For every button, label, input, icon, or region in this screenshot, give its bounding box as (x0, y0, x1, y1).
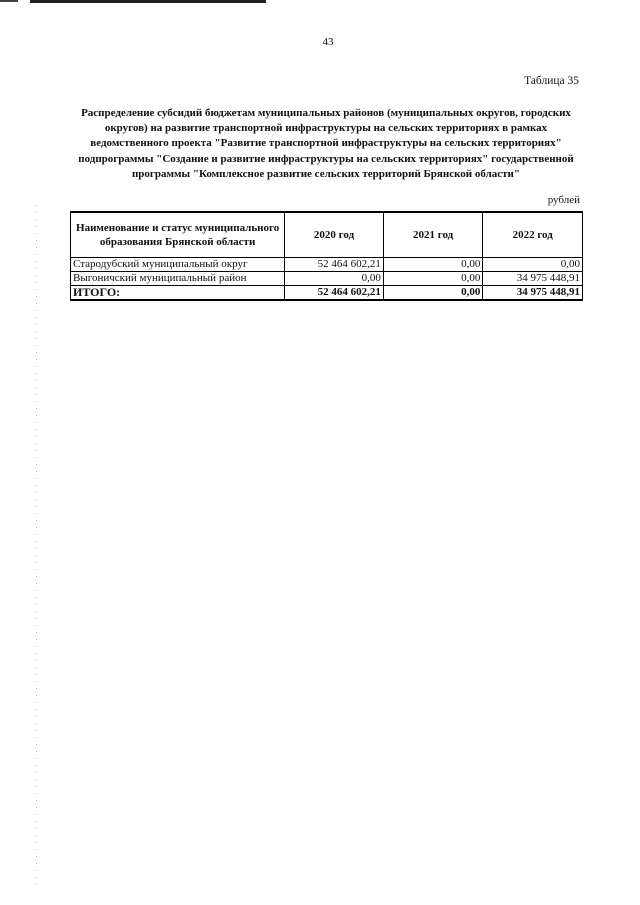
document-title (70, 106, 582, 182)
table-label: Таблица 35 (524, 75, 579, 87)
row-value-2022: 0,00 (483, 258, 583, 272)
row-value-2022: 34 975 448,91 (483, 272, 583, 286)
row-value-2020: 52 464 602,21 (285, 258, 384, 272)
table-row (71, 272, 583, 286)
total-2020: 52 464 602,21 (285, 286, 384, 301)
row-name: Стародубский муниципальный округ (71, 258, 285, 272)
row-value-2021: 0,00 (383, 258, 483, 272)
scan-margin-dots (36, 205, 37, 885)
header-name: Наименование и статус муниципального образования Брянской области (71, 212, 285, 258)
header-2020: 2020 год (285, 212, 384, 258)
table-header-row (71, 212, 583, 258)
table-row (71, 258, 583, 272)
row-value-2021: 0,00 (383, 272, 483, 286)
total-row (71, 286, 583, 301)
page-number: 43 (322, 36, 334, 48)
scan-artifact-bar (30, 0, 266, 3)
subsidy-table (70, 211, 583, 301)
total-2022: 34 975 448,91 (483, 286, 583, 301)
title-line-4: подпрограммы "Создание и развитие инфраструктуры на сельских территориях" государственной (78, 152, 574, 165)
title-line-5: программы "Комплексное развитие сельских территорий Брянской области" (131, 167, 521, 180)
row-value-2020: 0,00 (285, 272, 384, 286)
header-2021: 2021 год (383, 212, 483, 258)
total-2021: 0,00 (383, 286, 483, 301)
units-label: рублей (547, 194, 580, 206)
title-line-2: округов) на развитие транспортной инфраструктуры на сельских территориях в рамках (104, 122, 548, 135)
title-line-1: Распределение субсидий бюджетам муниципальных районов (муниципальных округов, городских (81, 107, 571, 119)
header-2022: 2022 год (483, 212, 583, 258)
total-label: ИТОГО: (71, 286, 285, 301)
scan-artifact (0, 0, 18, 2)
row-name: Выгоничский муниципальный район (71, 272, 285, 286)
title-line-3: ведомственного проекта "Развитие транспортной инфраструктуры на сельских территориях" (90, 137, 562, 150)
